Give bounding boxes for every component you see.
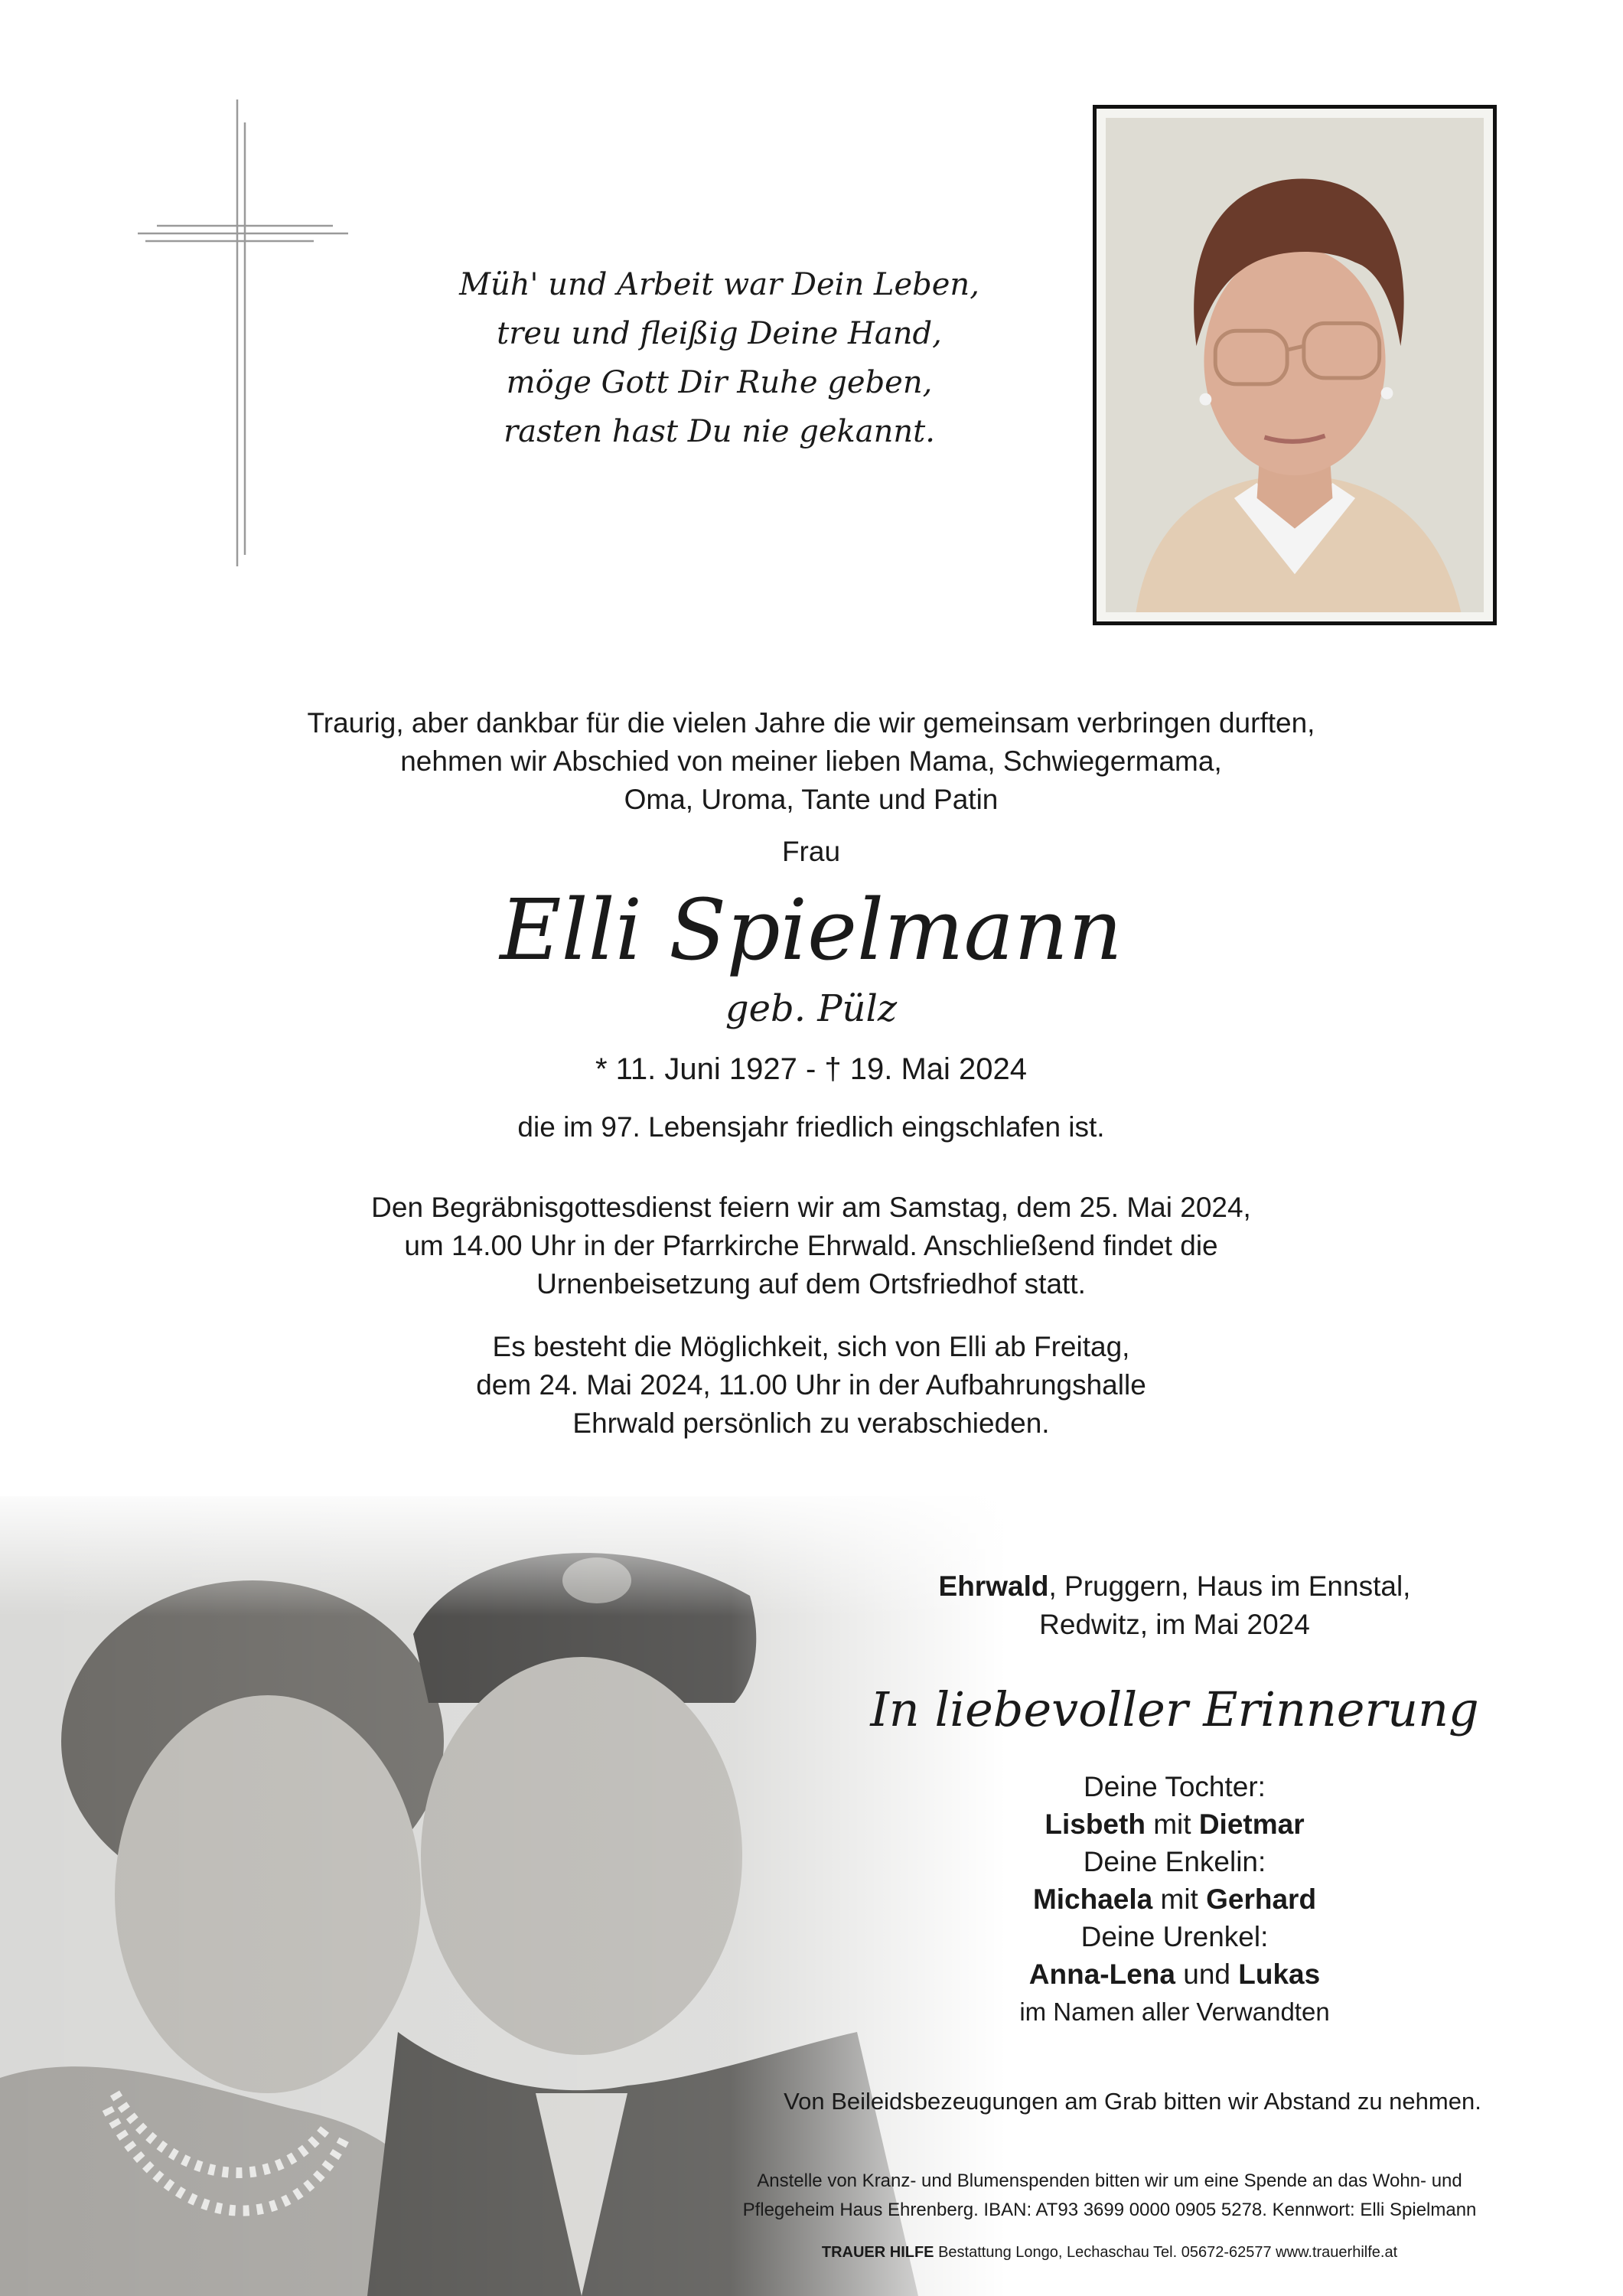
- condolence-note: Von Beileidsbezeugungen am Grab bitten wir Abstand zu nehmen.: [784, 2088, 1481, 2115]
- donation-note: [643, 2167, 1576, 2225]
- cross-icon: [138, 99, 348, 566]
- place-bold: Ehrwald: [938, 1570, 1049, 1602]
- donation-line: Pflegeheim Haus Ehrenberg. IBAN: AT93 3699 0000 0905 5278. Kennwort: Elli Spielmann: [742, 2200, 1477, 2220]
- portrait-illustration: [1106, 118, 1484, 612]
- place-line: [792, 1567, 1557, 1606]
- connector: mit: [1152, 1883, 1207, 1915]
- memory-heading: In liebevoller Erinnerung: [870, 1681, 1479, 1737]
- intro-line: Oma, Uroma, Tante und Patin: [624, 784, 999, 815]
- family-closing: im Namen aller Verwandten: [1019, 1998, 1330, 2026]
- service-line: Urnenbeisetzung auf dem Ortsfriedhof statt.: [536, 1268, 1086, 1300]
- viewing-line: Ehrwald persönlich zu verabschieden.: [572, 1407, 1050, 1439]
- family-names: [792, 1955, 1557, 1993]
- family-label: Deine Urenkel:: [1080, 1921, 1269, 1952]
- poem-line: treu und fleißig Deine Hand,: [497, 316, 942, 351]
- viewing-info: [199, 1328, 1423, 1443]
- footer-text: Bestattung Longo, Lechaschau Tel. 05672-62577 www.trauerhilfe.at: [934, 2244, 1398, 2261]
- place-rest: , Pruggern, Haus im Ennstal,: [1048, 1570, 1411, 1602]
- connector: mit: [1145, 1808, 1199, 1840]
- poem: [398, 260, 1041, 456]
- intro-line: Traurig, aber dankbar für die vielen Jahre die wir gemeinsam verbringen durften,: [307, 707, 1315, 739]
- place-line2: Redwitz, im Mai 2024: [1039, 1609, 1310, 1640]
- intro-line: nehmen wir Abschied von meiner lieben Mama, Schwiegermama,: [400, 745, 1222, 777]
- family-label: Deine Tochter:: [1084, 1771, 1266, 1802]
- family-names: [792, 1805, 1557, 1843]
- daughter-name: Lisbeth: [1045, 1808, 1146, 1840]
- grandchild-partner: Gerhard: [1206, 1883, 1317, 1915]
- daughter-partner: Dietmar: [1198, 1808, 1305, 1840]
- life-dates: * 11. Juni 1927 - † 19. Mai 2024: [595, 1052, 1028, 1086]
- footer-brand: TRAUER HILFE: [821, 2244, 934, 2261]
- viewing-line: Es besteht die Möglichkeit, sich von Elli ab Freitag,: [492, 1331, 1130, 1362]
- family-label: Deine Enkelin:: [1083, 1846, 1266, 1877]
- deceased-name: Elli Spielmann: [500, 881, 1123, 979]
- connector: und: [1175, 1958, 1239, 1990]
- great-grandchild-2: Lukas: [1238, 1958, 1321, 1990]
- funeral-home-footer: [643, 2244, 1576, 2262]
- poem-line: rasten hast Du nie gekannt.: [504, 414, 935, 449]
- family-names: [792, 1880, 1557, 1918]
- portrait-photo: [1093, 105, 1497, 625]
- viewing-line: dem 24. Mai 2024, 11.00 Uhr in der Aufbahrungshalle: [476, 1369, 1146, 1401]
- donation-line: Anstelle von Kranz- und Blumenspenden bitten wir um eine Spende an das Wohn- und: [757, 2170, 1462, 2191]
- age-line: die im 97. Lebensjahr friedlich eingschlafen ist.: [517, 1111, 1105, 1143]
- salutation: Frau: [781, 836, 841, 867]
- grandchild-name: Michaela: [1032, 1883, 1153, 1915]
- service-line: um 14.00 Uhr in der Pfarrkirche Ehrwald. Anschließend findet die: [404, 1230, 1218, 1261]
- poem-line: Müh' und Arbeit war Dein Leben,: [459, 267, 979, 302]
- place-date: [792, 1567, 1557, 1644]
- maiden-name: geb. Pülz: [725, 987, 898, 1030]
- family-list: [792, 1768, 1557, 2030]
- service-line: Den Begräbnisgottesdienst feiern wir am Samstag, dem 25. Mai 2024,: [371, 1192, 1251, 1223]
- poem-line: möge Gott Dir Ruhe geben,: [506, 365, 933, 400]
- intro-text: [199, 704, 1423, 819]
- service-info: [199, 1189, 1423, 1303]
- great-grandchild-1: Anna-Lena: [1028, 1958, 1175, 1990]
